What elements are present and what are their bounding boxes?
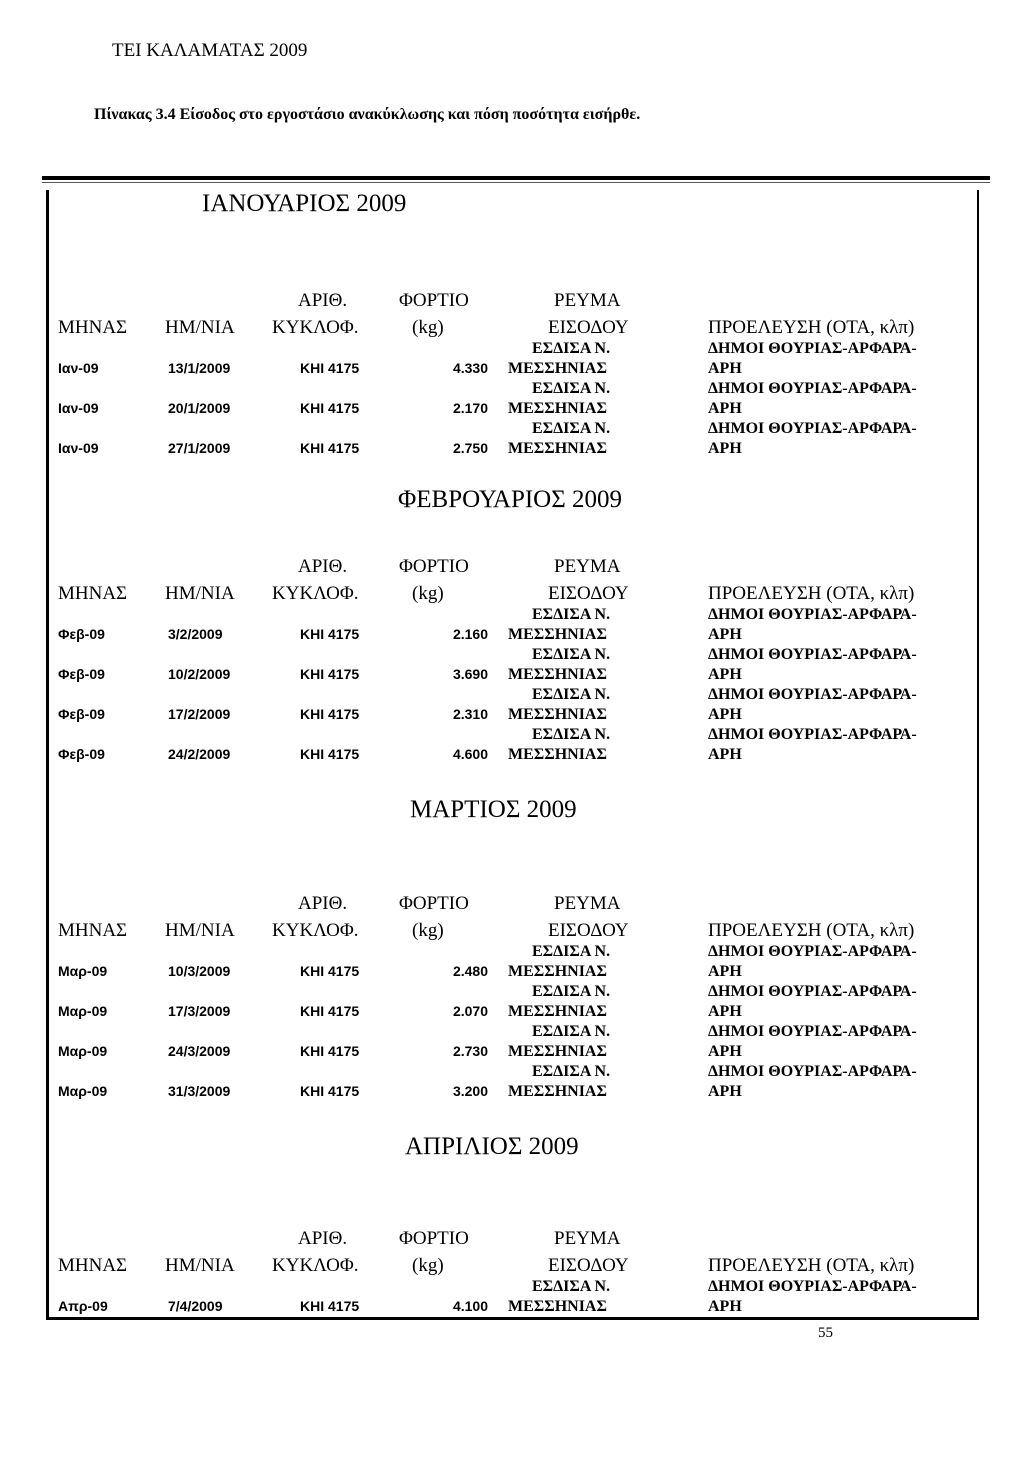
origin-line1: ΔΗΜΟΙ ΘΟΥΡΙΑΣ-ΑΡΦΑΡΑ-	[708, 983, 917, 1000]
cell-month: Ιαν-09	[58, 400, 99, 416]
column-header-load-top: ΦΟΡΤΙΟ	[399, 1228, 469, 1249]
stream-line2: ΜΕΣΣΗΝΙΑΣ	[508, 1043, 607, 1060]
table-row	[0, 420, 1024, 460]
stream-line1: ΕΣΔΙΣΑ Ν.	[532, 726, 611, 743]
stream-line2: ΜΕΣΣΗΝΙΑΣ	[508, 1083, 607, 1100]
stream-line2: ΜΕΣΣΗΝΙΑΣ	[508, 440, 607, 457]
origin-line2: ΑΡΗ	[708, 706, 742, 723]
column-header-load-top: ΦΟΡΤΙΟ	[399, 290, 469, 311]
origin-line2: ΑΡΗ	[708, 400, 742, 417]
cell-load: 2.750	[452, 440, 488, 456]
cell-date: 10/3/2009	[168, 963, 231, 979]
stream-line2: ΜΕΣΣΗΝΙΑΣ	[508, 666, 607, 683]
column-header-date: ΗΜ/ΝΙΑ	[165, 920, 235, 941]
table-row	[0, 380, 1024, 420]
column-header-date: ΗΜ/ΝΙΑ	[165, 1255, 235, 1276]
origin-line2: ΑΡΗ	[708, 1083, 742, 1100]
cell-load: 2.070	[452, 1003, 488, 1019]
column-header-load-bottom: (kg)	[412, 317, 444, 338]
top-rule-thin	[42, 182, 990, 183]
cell-date: 3/2/2009	[168, 626, 223, 642]
column-header-origin: ΠΡΟΕΛΕΥΣΗ (ΟΤΑ, κλπ)	[708, 920, 915, 941]
column-header-vehicle-top: ΑΡΙΘ.	[298, 1228, 348, 1249]
cell-vehicle: ΚΗΙ 4175	[300, 746, 360, 762]
cell-date: 17/3/2009	[168, 1003, 231, 1019]
top-rule	[42, 176, 990, 180]
column-header-vehicle-bottom: ΚΥΚΛΟΦ.	[272, 1255, 359, 1276]
cell-load: 2.160	[452, 626, 488, 642]
origin-line1: ΔΗΜΟΙ ΘΟΥΡΙΑΣ-ΑΡΦΑΡΑ-	[708, 646, 917, 663]
cell-load: 3.200	[452, 1083, 488, 1099]
column-header-month: ΜΗΝΑΣ	[58, 920, 128, 941]
stream-line2: ΜΕΣΣΗΝΙΑΣ	[508, 746, 607, 763]
cell-month: Φεβ-09	[58, 746, 105, 762]
column-header-load-top: ΦΟΡΤΙΟ	[399, 893, 469, 914]
table-row	[0, 983, 1024, 1023]
stream-line1: ΕΣΔΙΣΑ Ν.	[532, 943, 611, 960]
document-header: ΤΕΙ ΚΑΛΑΜΑΤΑΣ 2009	[112, 40, 308, 61]
stream-line1: ΕΣΔΙΣΑ Ν.	[532, 380, 611, 397]
column-header-stream-top: ΡΕΥΜΑ	[554, 1228, 621, 1249]
column-header-month: ΜΗΝΑΣ	[58, 317, 128, 338]
column-header-date: ΗΜ/ΝΙΑ	[165, 583, 235, 604]
cell-month: Μαρ-09	[58, 1043, 108, 1059]
cell-month: Φεβ-09	[58, 706, 105, 722]
origin-line1: ΔΗΜΟΙ ΘΟΥΡΙΑΣ-ΑΡΦΑΡΑ-	[708, 1063, 917, 1080]
table-row	[0, 1278, 1024, 1318]
stream-line1: ΕΣΔΙΣΑ Ν.	[532, 983, 611, 1000]
table-row	[0, 606, 1024, 646]
table-row	[0, 340, 1024, 380]
cell-load: 4.600	[452, 746, 488, 762]
cell-date: 10/2/2009	[168, 666, 231, 682]
column-header-vehicle-bottom: ΚΥΚΛΟΦ.	[272, 920, 359, 941]
origin-line2: ΑΡΗ	[708, 440, 742, 457]
table-row	[0, 686, 1024, 726]
cell-vehicle: ΚΗΙ 4175	[300, 1083, 360, 1099]
cell-vehicle: ΚΗΙ 4175	[300, 360, 360, 376]
cell-vehicle: ΚΗΙ 4175	[300, 440, 360, 456]
cell-date: 27/1/2009	[168, 440, 231, 456]
cell-month: Μαρ-09	[58, 963, 108, 979]
column-header-origin: ΠΡΟΕΛΕΥΣΗ (ΟΤΑ, κλπ)	[708, 1255, 915, 1276]
column-header-stream-bottom: ΕΙΣΟΔΟΥ	[548, 920, 629, 941]
origin-line2: ΑΡΗ	[708, 746, 742, 763]
stream-line1: ΕΣΔΙΣΑ Ν.	[532, 1023, 611, 1040]
cell-vehicle: ΚΗΙ 4175	[300, 400, 360, 416]
column-header-vehicle-bottom: ΚΥΚΛΟΦ.	[272, 317, 359, 338]
stream-line1: ΕΣΔΙΣΑ Ν.	[532, 646, 611, 663]
column-header-vehicle-top: ΑΡΙΘ.	[298, 893, 348, 914]
column-header-load-top: ΦΟΡΤΙΟ	[399, 556, 469, 577]
section-title: ΜΑΡΤΙΟΣ 2009	[410, 796, 577, 823]
section-title: ΦΕΒΡΟΥΑΡΙΟΣ 2009	[398, 486, 623, 513]
origin-line1: ΔΗΜΟΙ ΘΟΥΡΙΑΣ-ΑΡΦΑΡΑ-	[708, 420, 917, 437]
origin-line2: ΑΡΗ	[708, 963, 742, 980]
cell-load: 2.730	[452, 1043, 488, 1059]
column-header-month: ΜΗΝΑΣ	[58, 583, 128, 604]
cell-date: 13/1/2009	[168, 360, 231, 376]
origin-line1: ΔΗΜΟΙ ΘΟΥΡΙΑΣ-ΑΡΦΑΡΑ-	[708, 1023, 917, 1040]
cell-load: 2.170	[452, 400, 488, 416]
column-header-stream-top: ΡΕΥΜΑ	[554, 893, 621, 914]
section-title: ΙΑΝΟΥΑΡΙΟΣ 2009	[202, 190, 407, 217]
section-title: ΑΠΡΙΛΙΟΣ 2009	[405, 1133, 579, 1160]
column-header-load-bottom: (kg)	[412, 1255, 444, 1276]
cell-load: 3.690	[452, 666, 488, 682]
origin-line2: ΑΡΗ	[708, 666, 742, 683]
stream-line2: ΜΕΣΣΗΝΙΑΣ	[508, 400, 607, 417]
cell-vehicle: ΚΗΙ 4175	[300, 626, 360, 642]
stream-line2: ΜΕΣΣΗΝΙΑΣ	[508, 1298, 607, 1315]
column-header-stream-top: ΡΕΥΜΑ	[554, 290, 621, 311]
cell-date: 24/2/2009	[168, 746, 231, 762]
cell-load: 2.310	[452, 706, 488, 722]
origin-line2: ΑΡΗ	[708, 360, 742, 377]
stream-line2: ΜΕΣΣΗΝΙΑΣ	[508, 1003, 607, 1020]
column-header-vehicle-bottom: ΚΥΚΛΟΦ.	[272, 583, 359, 604]
stream-line1: ΕΣΔΙΣΑ Ν.	[532, 1278, 611, 1295]
cell-vehicle: ΚΗΙ 4175	[300, 1043, 360, 1059]
origin-line2: ΑΡΗ	[708, 1298, 742, 1315]
cell-vehicle: ΚΗΙ 4175	[300, 706, 360, 722]
stream-line2: ΜΕΣΣΗΝΙΑΣ	[508, 360, 607, 377]
cell-month: Ιαν-09	[58, 440, 99, 456]
stream-line2: ΜΕΣΣΗΝΙΑΣ	[508, 963, 607, 980]
origin-line1: ΔΗΜΟΙ ΘΟΥΡΙΑΣ-ΑΡΦΑΡΑ-	[708, 943, 917, 960]
origin-line1: ΔΗΜΟΙ ΘΟΥΡΙΑΣ-ΑΡΦΑΡΑ-	[708, 606, 917, 623]
cell-month: Μαρ-09	[58, 1003, 108, 1019]
origin-line2: ΑΡΗ	[708, 1003, 742, 1020]
table-row	[0, 943, 1024, 983]
cell-date: 31/3/2009	[168, 1083, 231, 1099]
table-row	[0, 1023, 1024, 1063]
cell-load: 2.480	[452, 963, 488, 979]
cell-date: 17/2/2009	[168, 706, 231, 722]
stream-line1: ΕΣΔΙΣΑ Ν.	[532, 420, 611, 437]
cell-load: 4.330	[452, 360, 488, 376]
table-row	[0, 726, 1024, 766]
column-header-stream-bottom: ΕΙΣΟΔΟΥ	[548, 583, 629, 604]
origin-line2: ΑΡΗ	[708, 1043, 742, 1060]
cell-vehicle: ΚΗΙ 4175	[300, 1003, 360, 1019]
column-header-origin: ΠΡΟΕΛΕΥΣΗ (ΟΤΑ, κλπ)	[708, 583, 915, 604]
stream-line2: ΜΕΣΣΗΝΙΑΣ	[508, 626, 607, 643]
stream-line1: ΕΣΔΙΣΑ Ν.	[532, 686, 611, 703]
column-header-stream-bottom: ΕΙΣΟΔΟΥ	[548, 1255, 629, 1276]
stream-line2: ΜΕΣΣΗΝΙΑΣ	[508, 706, 607, 723]
cell-date: 7/4/2009	[168, 1298, 223, 1314]
cell-vehicle: ΚΗΙ 4175	[300, 666, 360, 682]
stream-line1: ΕΣΔΙΣΑ Ν.	[532, 340, 611, 357]
cell-month: Ιαν-09	[58, 360, 99, 376]
origin-line1: ΔΗΜΟΙ ΘΟΥΡΙΑΣ-ΑΡΦΑΡΑ-	[708, 686, 917, 703]
column-header-month: ΜΗΝΑΣ	[58, 1255, 128, 1276]
origin-line1: ΔΗΜΟΙ ΘΟΥΡΙΑΣ-ΑΡΦΑΡΑ-	[708, 380, 917, 397]
cell-month: Απρ-09	[58, 1298, 108, 1314]
origin-line2: ΑΡΗ	[708, 626, 742, 643]
cell-month: Φεβ-09	[58, 666, 105, 682]
cell-month: Μαρ-09	[58, 1083, 108, 1099]
column-header-load-bottom: (kg)	[412, 583, 444, 604]
origin-line1: ΔΗΜΟΙ ΘΟΥΡΙΑΣ-ΑΡΦΑΡΑ-	[708, 726, 917, 743]
origin-line1: ΔΗΜΟΙ ΘΟΥΡΙΑΣ-ΑΡΦΑΡΑ-	[708, 340, 917, 357]
column-header-date: ΗΜ/ΝΙΑ	[165, 317, 235, 338]
cell-vehicle: ΚΗΙ 4175	[300, 1298, 360, 1314]
cell-date: 24/3/2009	[168, 1043, 231, 1059]
stream-line1: ΕΣΔΙΣΑ Ν.	[532, 606, 611, 623]
cell-vehicle: ΚΗΙ 4175	[300, 963, 360, 979]
origin-line1: ΔΗΜΟΙ ΘΟΥΡΙΑΣ-ΑΡΦΑΡΑ-	[708, 1278, 917, 1295]
cell-date: 20/1/2009	[168, 400, 231, 416]
column-header-stream-bottom: ΕΙΣΟΔΟΥ	[548, 317, 629, 338]
page-number: 55	[818, 1325, 833, 1341]
column-header-load-bottom: (kg)	[412, 920, 444, 941]
stream-line1: ΕΣΔΙΣΑ Ν.	[532, 1063, 611, 1080]
table-row	[0, 1063, 1024, 1103]
column-header-vehicle-top: ΑΡΙΘ.	[298, 556, 348, 577]
column-header-stream-top: ΡΕΥΜΑ	[554, 556, 621, 577]
column-header-origin: ΠΡΟΕΛΕΥΣΗ (ΟΤΑ, κλπ)	[708, 317, 915, 338]
cell-month: Φεβ-09	[58, 626, 105, 642]
table-row	[0, 646, 1024, 686]
cell-load: 4.100	[452, 1298, 488, 1314]
table-caption: Πίνακας 3.4 Είσοδος στο εργοστάσιο ανακύκλωσης και πόση ποσότητα εισήρθε.	[94, 106, 641, 123]
column-header-vehicle-top: ΑΡΙΘ.	[298, 290, 348, 311]
